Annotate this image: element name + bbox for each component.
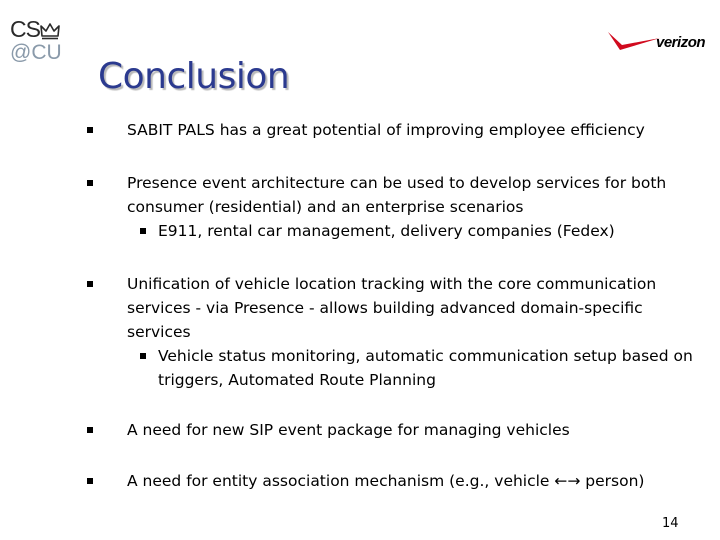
bullet-text: Presence event architecture can be used to develop services for both consumer (residential) and an enterprise scenarios xyxy=(127,174,667,216)
bullet-text: A need for new SIP event package for managing vehicles xyxy=(127,421,570,439)
bullet-square-icon xyxy=(87,180,93,186)
logo-cs-text: CS xyxy=(10,16,40,42)
bullet-item xyxy=(127,469,697,493)
verizon-wordmark: verizon xyxy=(656,34,706,51)
sub-bullet-item xyxy=(127,219,697,243)
bullet-square-icon xyxy=(87,478,93,484)
bullet-square-icon xyxy=(87,427,93,433)
slide-title: Conclusion xyxy=(98,56,290,97)
bullet-square-icon xyxy=(87,281,93,287)
bullet-text: A need for entity association mechanism (e.g., vehicle ←→ person) xyxy=(127,472,645,490)
sub-bullet-square-icon xyxy=(140,228,146,234)
sub-bullet-text: Vehicle status monitoring, automatic communication setup based on triggers, Automated Route Planning xyxy=(158,347,693,389)
bullet-item xyxy=(127,171,697,243)
bullet-item xyxy=(127,118,697,142)
bullet-square-icon xyxy=(87,127,93,133)
logo-cu-text: @CU xyxy=(10,41,62,64)
bullet-item xyxy=(127,272,697,392)
sub-bullet-text: E911, rental car management, delivery companies (Fedex) xyxy=(158,222,615,240)
bullet-text: Unification of vehicle location tracking with the core communication services - via Presence - allows building advanced domain-specific services xyxy=(127,275,657,341)
page-number: 14 xyxy=(662,516,679,531)
sub-bullet-square-icon xyxy=(140,353,146,359)
bullet-text: SABIT PALS has a great potential of improving employee efficiency xyxy=(127,121,645,139)
sub-bullet-item xyxy=(127,344,697,392)
bullet-item xyxy=(127,418,697,442)
